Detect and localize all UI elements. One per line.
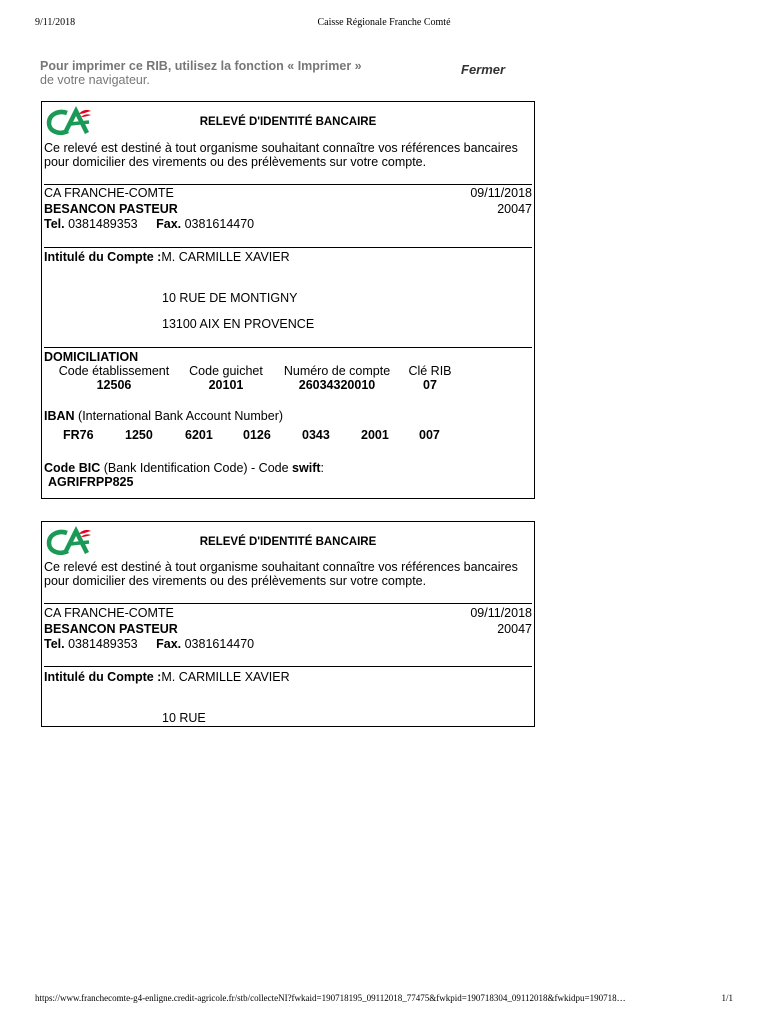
fax-label: Fax. [156,637,182,651]
bank-name: CA FRANCHE-COMTE [44,606,174,620]
fax-value: 0381614470 [184,217,255,231]
bic-label-line [44,461,324,475]
print-header [0,17,768,33]
iban-description: (International Bank Account Number) [78,409,284,423]
print-url: https://www.franchecomte-g4-enligne.credit-agricole.fr/stb/collecteNI?fwkaid=190718195_09112018_77475&fwkpid=190718304_09112018&fwkidpu=190718… [35,993,626,1003]
holder-label: Intitulé du Compte : [44,670,162,684]
contact-line [44,637,254,651]
rib-card [41,101,535,499]
code-guichet-value: 20101 [208,378,244,392]
iban-group: 2001 [361,428,389,442]
iban-group: 0126 [243,428,271,442]
code-etablissement-value: 12506 [96,378,132,392]
close-link[interactable]: Fermer [461,62,506,77]
rib-title: RELEVÉ D'IDENTITÉ BANCAIRE [199,536,377,548]
branch-name: BESANCON PASTEUR [44,622,178,636]
divider [44,666,532,667]
iban-group: 0343 [302,428,330,442]
fax-label: Fax. [156,217,182,231]
print-page-number: 1/1 [721,993,733,1003]
rib-date: 09/11/2018 [470,606,532,620]
domiciliation-label: DOMICILIATION [44,350,139,364]
address-line-1: 10 RUE [162,711,206,725]
divider [44,603,532,604]
tel-value: 0381489353 [68,217,138,231]
branch-code: 20047 [497,202,532,216]
rib-intro-line-1: Ce relevé est destiné à tout organisme souhaitant connaître vos références bancaires [44,560,518,574]
iban-group: 007 [419,428,440,442]
holder-name: M. CARMILLE XAVIER [161,250,290,264]
tel-value: 0381489353 [68,637,138,651]
address-line-1: 10 RUE DE MONTIGNY [162,291,298,305]
rib-card [41,521,535,727]
branch-name: BESANCON PASTEUR [44,202,178,216]
numero-compte-value: 26034320010 [298,378,376,392]
bic-label: Code BIC [44,461,101,475]
cle-rib-value: 07 [423,378,437,392]
iban-group: 1250 [125,428,153,442]
cle-rib-header: Clé RIB [408,364,452,378]
divider [44,247,532,248]
account-holder-line [44,670,290,684]
print-date: 9/11/2018 [35,17,76,28]
bic-colon: : [320,461,325,475]
code-etablissement-header: Code établissement [58,364,170,378]
numero-compte-header: Numéro de compte [283,364,391,378]
iban-label: IBAN [44,409,75,423]
tel-label: Tel. [44,217,65,231]
holder-label: Intitulé du Compte : [44,250,162,264]
bic-value: AGRIFRPP825 [48,475,134,489]
iban-group: 6201 [185,428,213,442]
address-line-2: 13100 AIX EN PROVENCE [162,317,315,331]
rib-date: 09/11/2018 [470,186,532,200]
account-holder-line [44,250,290,264]
divider [44,184,532,185]
rib-intro-line-2: pour domicilier des virements ou des prélèvements sur votre compte. [44,574,427,588]
contact-line [44,217,254,231]
branch-code: 20047 [497,622,532,636]
bank-name: CA FRANCHE-COMTE [44,186,174,200]
fax-value: 0381614470 [184,637,255,651]
instructions-line-2: de votre navigateur. [40,73,150,87]
print-title: Caisse Régionale Franche Comté [317,17,451,28]
instructions-line-1: Pour imprimer ce RIB, utilisez la fonction « Imprimer » [40,59,362,73]
holder-name: M. CARMILLE XAVIER [161,670,290,684]
rib-title: RELEVÉ D'IDENTITÉ BANCAIRE [199,116,377,128]
bic-swift: swift [292,461,321,475]
print-instructions [40,59,362,87]
rib-intro-line-1: Ce relevé est destiné à tout organisme souhaitant connaître vos références bancaires [44,141,518,155]
divider [44,347,532,348]
iban-group: FR76 [63,428,94,442]
iban-label-line [44,409,283,423]
bic-description: (Bank Identification Code) - Code [103,461,289,475]
code-guichet-header: Code guichet [189,364,263,378]
tel-label: Tel. [44,637,65,651]
rib-intro-line-2: pour domicilier des virements ou des prélèvements sur votre compte. [44,155,427,169]
